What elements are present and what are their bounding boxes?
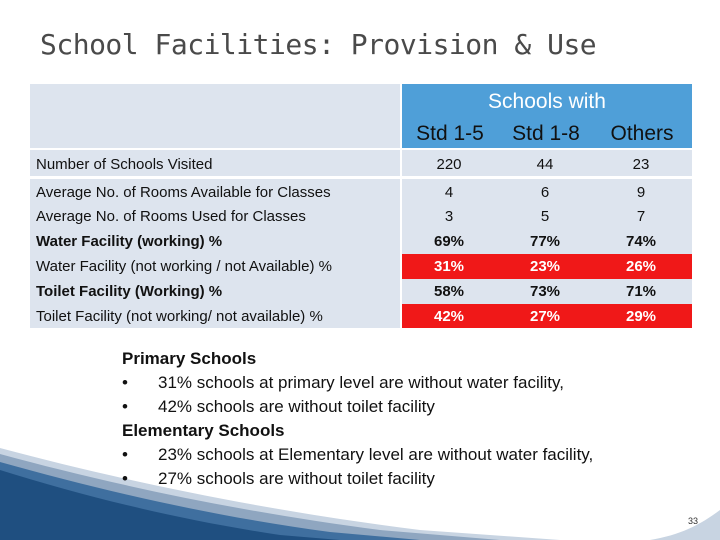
list-item: • 31% schools at primary level are without water facility, (122, 373, 564, 392)
row-label: Average No. of Rooms Used for Classes (36, 208, 306, 225)
list-item: • 23% schools at Elementary level are without water facility, (122, 445, 594, 464)
list-item: • 42% schools are without toilet facility (122, 397, 435, 416)
cell-value: 74% (625, 233, 657, 250)
cell-value: 31% (433, 258, 465, 275)
list-item: • 27% schools are without toilet facility (122, 469, 435, 488)
cell-value: 58% (433, 283, 465, 300)
cell-value: 7 (636, 208, 646, 225)
cell-value: 3 (444, 208, 454, 225)
row-label: Water Facility (working) % (36, 233, 223, 250)
cell-value: 23 (632, 156, 650, 173)
row-label: Toilet Facility (Working) % (36, 283, 223, 300)
cell-value: 69% (433, 233, 465, 250)
cell-value: 71% (625, 283, 657, 300)
row-label: Water Facility (not working / not Available) % (36, 258, 332, 275)
cell-value: 73% (529, 283, 561, 300)
column-header-std1-8: Std 1-8 (512, 122, 580, 145)
facilities-table (30, 84, 692, 328)
primary-heading: Primary Schools (122, 349, 257, 368)
elementary-heading: Elementary Schools (122, 421, 285, 440)
summary-notes (122, 347, 593, 491)
cell-value: 4 (444, 184, 454, 201)
row-label: Number of Schools Visited (36, 156, 213, 173)
column-header-std1-5: Std 1-5 (416, 122, 484, 145)
cell-value: 9 (636, 184, 646, 201)
cell-value: 29% (625, 308, 657, 325)
cell-value: 44 (536, 156, 554, 173)
cell-value: 220 (436, 156, 462, 173)
cell-value: 77% (529, 233, 561, 250)
cell-value: 23% (529, 258, 561, 275)
table-group-header: Schools with (488, 90, 606, 113)
cell-value: 42% (433, 308, 465, 325)
cell-value: 27% (529, 308, 561, 325)
cell-value: 26% (625, 258, 657, 275)
slide-title: School Facilities: Provision & Use (40, 28, 597, 61)
column-header-others: Others (610, 122, 674, 145)
cell-value: 6 (540, 184, 550, 201)
row-label: Toilet Facility (not working/ not available) % (36, 308, 323, 325)
page-number: 33 (688, 516, 699, 526)
row-label: Average No. of Rooms Available for Classes (36, 184, 331, 201)
cell-value: 5 (540, 208, 550, 225)
